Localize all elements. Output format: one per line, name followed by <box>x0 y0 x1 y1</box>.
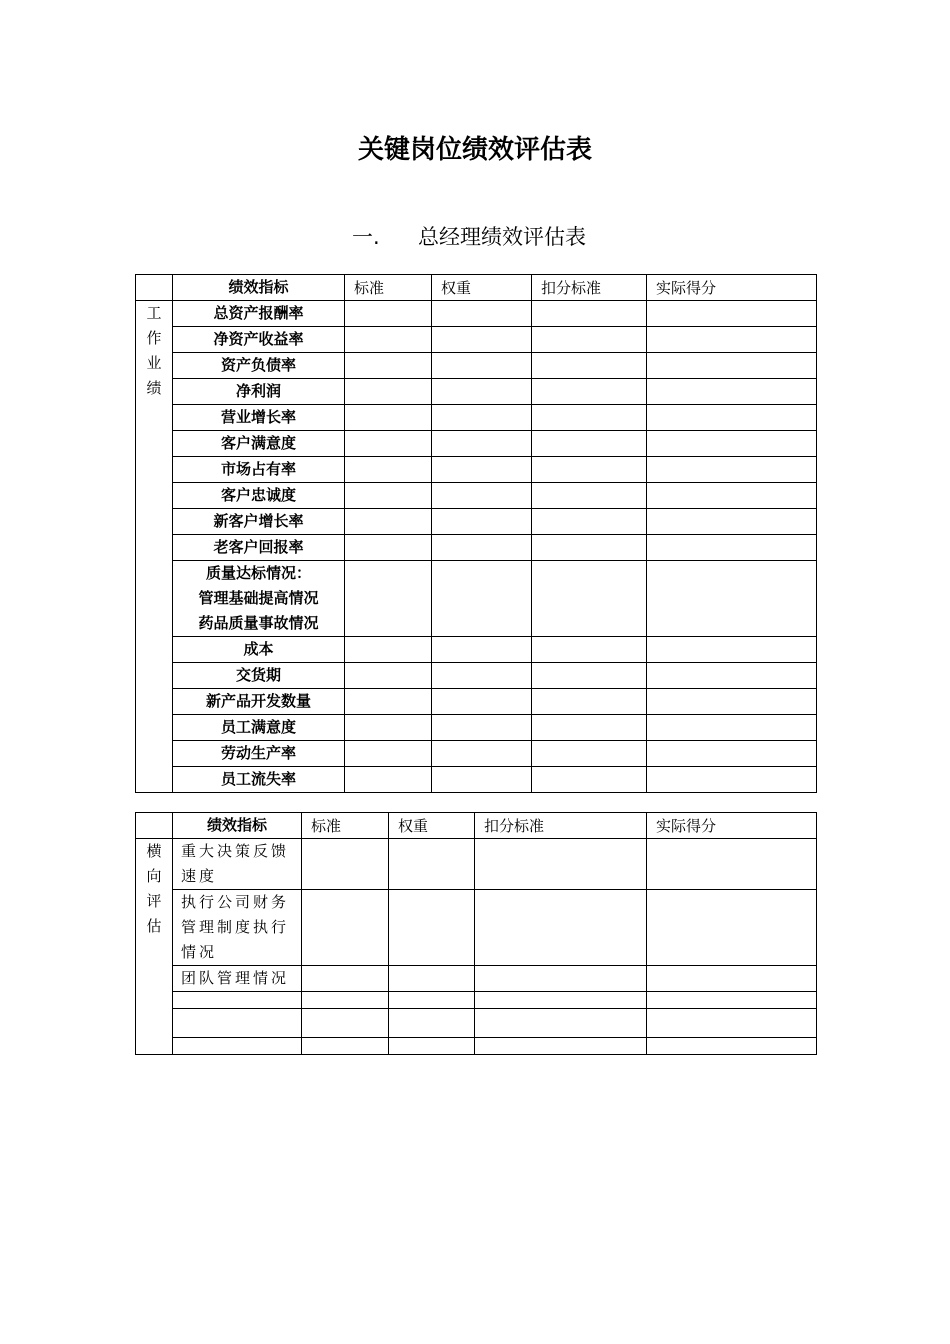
category-char: 估 <box>146 917 162 935</box>
standard-cell[interactable] <box>345 483 432 509</box>
table-row <box>136 431 817 457</box>
header-score: 实际得分 <box>647 813 817 839</box>
table-row <box>136 405 817 431</box>
category-char: 向 <box>146 867 162 885</box>
deduction-cell[interactable] <box>532 431 647 457</box>
deduction-cell[interactable] <box>532 741 647 767</box>
table-row <box>136 663 817 689</box>
deduction-cell[interactable] <box>475 839 647 890</box>
score-cell[interactable] <box>647 966 817 992</box>
indicator-cell: 成本 <box>173 637 345 663</box>
table-row <box>136 483 817 509</box>
deduction-cell[interactable] <box>532 353 647 379</box>
deduction-cell[interactable] <box>475 1009 647 1038</box>
deduction-cell[interactable] <box>532 561 647 637</box>
score-cell[interactable] <box>647 992 817 1009</box>
section-title: 总经理绩效评估表 <box>418 225 586 249</box>
header-blank-cell <box>136 275 173 301</box>
deduction-cell[interactable] <box>475 1038 647 1055</box>
score-cell[interactable] <box>647 890 817 966</box>
indicator-cell: 客户满意度 <box>173 431 345 457</box>
standard-cell[interactable] <box>345 689 432 715</box>
table-row <box>136 741 817 767</box>
header-weight: 权重 <box>432 275 532 301</box>
header-blank-cell <box>136 813 173 839</box>
weight-cell[interactable] <box>432 637 532 663</box>
table-row <box>136 327 817 353</box>
indicator-cell: 执行公司财务管理制度执行情况 <box>173 890 302 966</box>
header-deduction: 扣分标准 <box>532 275 647 301</box>
weight-cell[interactable] <box>432 663 532 689</box>
deduction-cell[interactable] <box>532 663 647 689</box>
table-row <box>136 561 817 637</box>
indicator-cell <box>173 1009 302 1038</box>
weight-cell[interactable] <box>432 689 532 715</box>
table-row <box>136 353 817 379</box>
performance-table-2 <box>135 812 817 1055</box>
deduction-cell[interactable] <box>532 509 647 535</box>
deduction-cell[interactable] <box>532 405 647 431</box>
table-row <box>136 839 817 890</box>
deduction-cell[interactable] <box>532 637 647 663</box>
standard-cell[interactable] <box>345 741 432 767</box>
indicator-cell: 老客户回报率 <box>173 535 345 561</box>
score-cell[interactable] <box>647 839 817 890</box>
indicator-cell: 营业增长率 <box>173 405 345 431</box>
weight-cell[interactable] <box>432 767 532 793</box>
deduction-cell[interactable] <box>532 689 647 715</box>
indicator-cell: 重大决策反馈速度 <box>173 839 302 890</box>
weight-cell[interactable] <box>432 327 532 353</box>
page-title: 关键岗位绩效评估表 <box>357 135 592 165</box>
deduction-cell[interactable] <box>532 379 647 405</box>
deduction-cell[interactable] <box>532 715 647 741</box>
indicator-cell: 净资产收益率 <box>173 327 345 353</box>
score-cell[interactable] <box>647 1009 817 1038</box>
score-cell[interactable] <box>647 301 817 327</box>
weight-cell[interactable] <box>432 535 532 561</box>
header-weight: 权重 <box>389 813 475 839</box>
section-number: 一. <box>352 225 380 249</box>
deduction-cell[interactable] <box>475 890 647 966</box>
category-cell <box>136 839 173 1055</box>
score-cell[interactable] <box>647 535 817 561</box>
header-indicator: 绩效指标 <box>173 275 345 301</box>
indicator-cell <box>173 1038 302 1055</box>
deduction-cell[interactable] <box>532 327 647 353</box>
score-cell[interactable] <box>647 457 817 483</box>
weight-cell[interactable] <box>432 353 532 379</box>
standard-cell[interactable] <box>345 327 432 353</box>
table-row <box>136 535 817 561</box>
score-cell[interactable] <box>647 767 817 793</box>
table-row <box>136 457 817 483</box>
section-heading <box>352 222 586 252</box>
indicator-cell: 总资产报酬率 <box>173 301 345 327</box>
weight-cell[interactable] <box>432 483 532 509</box>
category-char: 评 <box>146 892 162 910</box>
standard-cell[interactable] <box>302 1038 389 1055</box>
table-row <box>136 992 817 1009</box>
standard-cell[interactable] <box>345 715 432 741</box>
indicator-cell: 员工流失率 <box>173 767 345 793</box>
header-standard: 标准 <box>302 813 389 839</box>
weight-cell[interactable] <box>389 890 475 966</box>
weight-cell[interactable] <box>432 405 532 431</box>
category-cell <box>136 301 173 793</box>
score-cell[interactable] <box>647 663 817 689</box>
deduction-cell[interactable] <box>532 535 647 561</box>
indicator-cell: 新客户增长率 <box>173 509 345 535</box>
header-indicator: 绩效指标 <box>173 813 302 839</box>
score-cell[interactable] <box>647 1038 817 1055</box>
weight-cell[interactable] <box>389 966 475 992</box>
weight-cell[interactable] <box>389 1009 475 1038</box>
deduction-cell[interactable] <box>532 767 647 793</box>
score-cell[interactable] <box>647 509 817 535</box>
score-cell[interactable] <box>647 715 817 741</box>
table-row <box>136 890 817 966</box>
category-char: 作 <box>146 329 162 347</box>
header-standard: 标准 <box>345 275 432 301</box>
score-cell[interactable] <box>647 741 817 767</box>
weight-cell[interactable] <box>432 379 532 405</box>
score-cell[interactable] <box>647 483 817 509</box>
table-row <box>136 509 817 535</box>
deduction-cell[interactable] <box>532 301 647 327</box>
indicator-cell: 员工满意度 <box>173 715 345 741</box>
weight-cell[interactable] <box>432 741 532 767</box>
standard-cell[interactable] <box>345 663 432 689</box>
weight-cell[interactable] <box>432 509 532 535</box>
weight-cell[interactable] <box>432 561 532 637</box>
table-row <box>136 966 817 992</box>
score-cell[interactable] <box>647 405 817 431</box>
standard-cell[interactable] <box>302 839 389 890</box>
table-row <box>136 1038 817 1055</box>
weight-cell[interactable] <box>389 839 475 890</box>
table-header-row <box>136 813 817 839</box>
score-cell[interactable] <box>647 379 817 405</box>
indicator-cell <box>173 992 302 1009</box>
standard-cell[interactable] <box>302 1009 389 1038</box>
indicator-cell: 新产品开发数量 <box>173 689 345 715</box>
header-deduction: 扣分标准 <box>475 813 647 839</box>
deduction-cell[interactable] <box>532 483 647 509</box>
standard-cell[interactable] <box>345 405 432 431</box>
standard-cell[interactable] <box>345 301 432 327</box>
indicator-cell: 市场占有率 <box>173 457 345 483</box>
standard-cell[interactable] <box>345 535 432 561</box>
weight-cell[interactable] <box>389 1038 475 1055</box>
weight-cell[interactable] <box>389 992 475 1009</box>
score-cell[interactable] <box>647 431 817 457</box>
header-score: 实际得分 <box>647 275 817 301</box>
deduction-cell[interactable] <box>475 966 647 992</box>
table-row <box>136 637 817 663</box>
indicator-cell: 净利润 <box>173 379 345 405</box>
score-cell[interactable] <box>647 353 817 379</box>
standard-cell[interactable] <box>345 353 432 379</box>
score-cell[interactable] <box>647 689 817 715</box>
weight-cell[interactable] <box>432 715 532 741</box>
table-row <box>136 301 817 327</box>
table-row <box>136 379 817 405</box>
table-header-row <box>136 275 817 301</box>
weight-cell[interactable] <box>432 457 532 483</box>
standard-cell[interactable] <box>302 890 389 966</box>
weight-cell[interactable] <box>432 301 532 327</box>
table-row <box>136 715 817 741</box>
standard-cell[interactable] <box>345 379 432 405</box>
category-char: 绩 <box>146 379 162 397</box>
score-cell[interactable] <box>647 327 817 353</box>
performance-table-1 <box>135 274 817 793</box>
score-cell[interactable] <box>647 637 817 663</box>
category-char: 工 <box>146 304 162 322</box>
category-char: 横 <box>146 842 162 860</box>
standard-cell[interactable] <box>345 637 432 663</box>
standard-cell[interactable] <box>345 431 432 457</box>
indicator-cell: 劳动生产率 <box>173 741 345 767</box>
indicator-cell: 资产负债率 <box>173 353 345 379</box>
deduction-cell[interactable] <box>532 457 647 483</box>
table-row <box>136 767 817 793</box>
weight-cell[interactable] <box>432 431 532 457</box>
indicator-cell: 质量达标情况： 管理基础提高情况 药品质量事故情况 <box>173 561 345 637</box>
indicator-cell: 交货期 <box>173 663 345 689</box>
score-cell[interactable] <box>647 561 817 637</box>
standard-cell[interactable] <box>345 767 432 793</box>
standard-cell[interactable] <box>345 561 432 637</box>
standard-cell[interactable] <box>345 509 432 535</box>
category-char: 业 <box>146 354 162 372</box>
standard-cell[interactable] <box>345 457 432 483</box>
table-row <box>136 689 817 715</box>
standard-cell[interactable] <box>302 992 389 1009</box>
indicator-cell: 团队管理情况 <box>173 966 302 992</box>
indicator-cell: 客户忠诚度 <box>173 483 345 509</box>
deduction-cell[interactable] <box>475 992 647 1009</box>
table-row <box>136 1009 817 1038</box>
standard-cell[interactable] <box>302 966 389 992</box>
